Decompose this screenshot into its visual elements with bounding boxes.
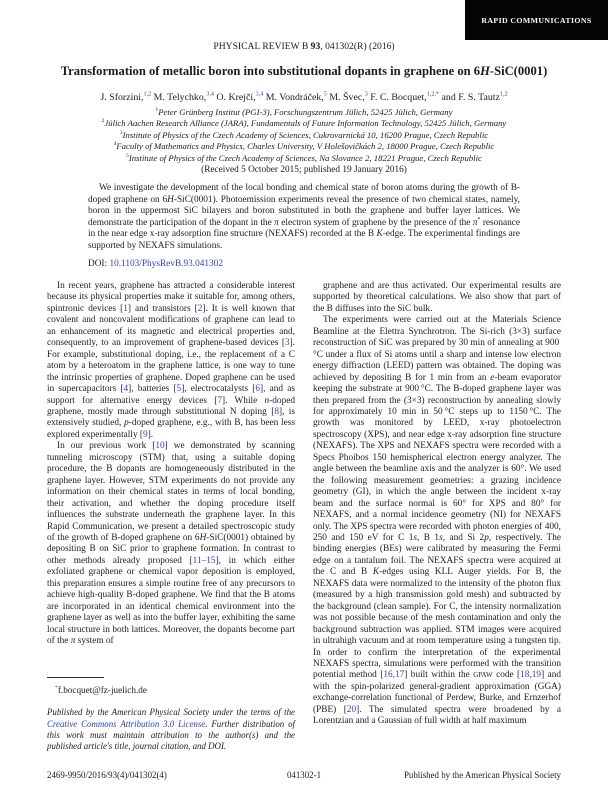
affiliation-line: $^1$Peter Grünberg Institut (PGI-3), Forschungszentrum Jülich, 52425 Jülich, Germany (155, 107, 453, 117)
rapid-communications-label: RAPID COMMUNICATIONS (481, 15, 592, 25)
license-statement: Published by the American Physical Society under the terms of the Creative Commons Attribution 3.0 License. Further distribution of this work must maintain attribution to the author(s) and the published article's title, journal citation, and DOI. (47, 707, 296, 752)
ref-link[interactable]: 16,17 (383, 670, 405, 681)
page-title: Transformation of metallic boron into substitutional dopants in graphene on 6H-SiC(0001) (60, 64, 548, 78)
body-paragraph: The experiments were carried out at the Materials Science Beamline at the Elettra Synchrotron. The Si-rich (3×3) surface reconstruction of SiC was prepared by 30 min of annealing at 900 °C under a flux of Si atoms until a sharp and intense low electron energy diffraction (LEED) pattern was obtained. The doping was achieved by depositing B for 1 min from an e-beam evaporator keeping the substrate at 900 °C. The B-doped graphene layer was then prepared from the (3×3) reconstruction by annealing slowly for approximately 10 min in 50 °C steps up to 1150 °C. The growth was monitored by LEED, x-ray photoelectron spectroscopy (XPS), and near edge x-ray adsorption fine structure (NEXAFS). The XPS and NEXAFS spectra were recorded with a Specs Phoibos 150 hemispherical electron energy analyzer. The angle between the beamline axis and the analyzer is 60°. We used the following measurement geometries: a grazing incidence geometry (GI), in which the angle between the incident x-ray beam and the surface normal is 60° for XPS and 80° for NEXAFS, and a normal incidence geometry (NI) for NEXAFS only. The XPS spectra were recorded with photon energies of 400, 250 and 150 eV for C 1s, B 1s, and Si 2p, respectively. The binding energies (BEs) were calibrated by measuring the Fermi edge on a tantalum foil. The NEXAFS spectra were acquired at the C and B K-edges using KLL Auger yields. For B, the NEXAFS data were normalized to the intensity of the photon flux (measured by a high transmission gold mesh) and subtracted by the background (clean sample). For C, the intensity normalization was not possible because of the mesh contamination and only the background subtraction was applied. STM images were acquired in ultrahigh vacuum and at room temperature using a tungsten tip. In order to confirm the interpretation of the experimental NEXAFS spectra, simulations were performed with the transition potential method [16,17] built within the gpaw code [18,19] and with the spin-polarized general-gradient approximation (GGA) exchange-correlation functional of Perdew, Burke, and Ernzerhof (PBE) [20]. The simulated spectra were broadened by a Lorentzian and a Gaussian of full width at half maximum (313, 315, 562, 727)
ref-link[interactable]: 5 (176, 384, 182, 395)
affiliation-line: $^3$Institute of Physics of the Czech Academy of Sciences, Cukrovarnická 10, 16200 Prague, Czech Republic (119, 129, 489, 140)
ref-link[interactable]: 20 (346, 704, 357, 715)
affiliation-list (0, 107, 608, 164)
affiliation-line: $^5$Institute of Physics of the Czech Academy of Sciences, Na Slovance 2, 18221 Prague, Czech Republic (126, 152, 482, 163)
right-column (313, 281, 561, 757)
ref-link[interactable]: 7 (217, 395, 223, 406)
doi-line (88, 259, 223, 269)
ref-link[interactable]: 10 (155, 441, 165, 452)
ref-link[interactable]: 1 (123, 303, 128, 314)
body-paragraph: In our previous work [10] we demonstrated by scanning tunneling microscopy (STM) that, using a suitable doping procedure, the B dopants are homogeneously distributed in the graphene layer. However, STM experiments do not provide any information on their chemical states in terms of local bonding, their activation, and whether the doping procedure itself influences the substrate underneath the graphene layer. In this Rapid Communication, we present a detailed spectroscopic study of the growth of B-doped graphene on 6H-SiC(0001) obtained by depositing B on SiC prior to graphene formation. In contrast to other methods already proposed [11–15], in which either exfoliated graphene or chemical vapor deposition is employed, this preparation ensures a simple routine free of any precursors to achieve high-quality B-doped graphene. We find that the B atoms are incorporated in an identical chemical environment into the graphene layer as well as into the buffer layer, exhibiting the same local structure in both lattices. Moreover, the dopants become part of the π system of (47, 441, 295, 647)
author-list: J. Sforzini,$^{1,2}$ M. Telychko,$^{3,4}$ O. Krejčí,$^{3,4}$ M. Vondráček,$^5$ M. Švec,$^3$ F. C. Bocquet,$^{1,2,*}$ and F. S. Tautz$^{1,2}$ (100, 91, 508, 103)
ref-link[interactable]: 11–15 (192, 555, 216, 566)
affiliation-line: $^4$Faculty of Mathematics and Physics, Charles University, V Holešovičkách 2, 18000 Prague, Czech Republic (113, 141, 495, 152)
journal-citation-line: PHYSICAL REVIEW B 93, 041302(R) (2016) (213, 41, 395, 52)
doi-label: DOI: (88, 259, 110, 269)
ref-link[interactable]: 18,19 (520, 670, 542, 681)
doi-link[interactable]: 10.1103/PhysRevB.93.041302 (109, 259, 223, 269)
ref-link[interactable]: 8 (274, 406, 279, 417)
body-paragraph: graphene and are thus activated. Our experimental results are supported by theoretical calculations. We also show that part of the B diffuses into the SiC bulk. (313, 281, 561, 314)
abstract (88, 183, 520, 253)
footnote-divider (47, 677, 104, 678)
body-paragraph: In recent years, graphene has attracted a considerable interest because its physical properties make it suitable for, among others, spintronic devices [1] and transistors [2]. It is well known that covalent and noncovalent modifications of graphene can lead to an enhancement of its magnetic and electrical properties and, consequently, to an improvement of graphene-based devices [3]. For example, substitutional doping, i.e., the replacement of a C atom by a heteroatom in the graphene lattice, is one way to tune the intrinsic properties of graphene. Doped graphene can be used in supercapacitors [4], batteries [5], electrocatalysts [6], and as support for alternative energy devices [7]. While n-doped graphene, mostly made through substitutional N doping [8], is extensively studied, p-doped graphene, e.g., with B, has been less explored experimentally [9]. (47, 281, 295, 440)
ref-link[interactable]: 2 (197, 303, 203, 314)
corresponding-author-footnote: *f.bocquet@fz-juelich.de (55, 684, 147, 695)
affiliation-line: $^2$Jülich Aachen Research Alliance (JARA), Fundamentals of Future Information Technology, 52425 Jülich, Germany (101, 118, 507, 129)
page-number: 041302-1 (286, 770, 322, 780)
left-column-body (47, 281, 295, 673)
rapid-communications-banner (465, 0, 608, 40)
footnote-block (47, 677, 295, 752)
ref-link[interactable]: 9 (143, 429, 148, 440)
left-column (47, 281, 295, 757)
ref-link[interactable]: 4 (123, 384, 129, 395)
cc-license-link[interactable]: Creative Commons Attribution 3.0 License (47, 718, 206, 729)
publisher-note: Published by the American Physical Society (403, 770, 561, 780)
ref-link[interactable]: 3 (284, 338, 290, 349)
page-footer (47, 770, 561, 784)
ref-link[interactable]: 6 (255, 384, 261, 395)
received-dates: (Received 5 October 2015; published 19 January 2016) (201, 165, 407, 175)
issn-code: 2469-9950/2016/93(4)/041302(4) (47, 770, 167, 780)
abstract-text: We investigate the development of the local bonding and chemical state of boron atoms during the growth of B-doped graphene on 6H-SiC(0001). Photoemission experiments reveal the presence of two chemical states, namely, boron in the uppermost SiC bilayers and boron substituted in both the graphene and buffer layer lattices. We demonstrate the participation of the dopant in the π electron system of graphene by the presence of the π* resonance in the near edge x-ray adsorption fine structure (NEXAFS) recorded at the B K-edge. The experimental findings are supported by NEXAFS simulations. (88, 183, 520, 251)
